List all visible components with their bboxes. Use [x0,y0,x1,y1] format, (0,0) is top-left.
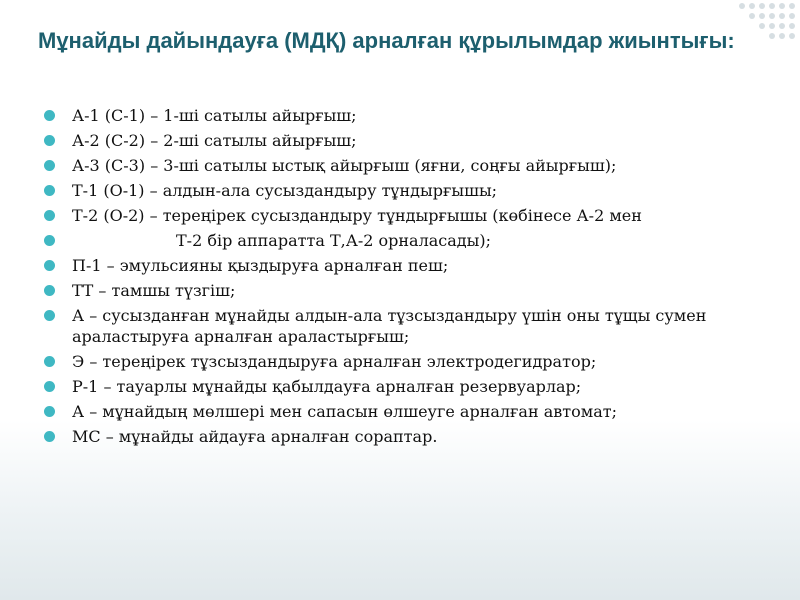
bullet-icon [44,310,55,321]
bullet-icon [44,406,55,417]
list-item-text: А-2 (С-2) – 2-ші сатылы айырғыш; [72,131,357,150]
list-item-text: МС – мұнайды айдауға арналған сораптар. [72,427,438,446]
list-item [44,230,764,251]
list-item [44,155,764,176]
list-item [44,305,764,347]
list-item [44,376,764,397]
list-item-text: А-1 (С-1) – 1-ші сатылы айырғыш; [72,106,357,125]
list-item-text: А – сусызданған мұнайды алдын-ала тұзсыздандыру үшін оны тұщы сумен араластыруға арналған араластырғыш; [72,306,707,346]
list-item-text: Т-1 (О-1) – алдын-ала сусыздандыру тұндырғышы; [72,181,498,200]
list-item-text: Т-2 (О-2) – тереңірек сусыздандыру тұндырғышы (көбінесе А-2 мен [72,206,642,225]
list-item [44,105,764,126]
bullet-list [44,105,764,451]
list-item-text: Э – тереңірек тұзсыздандыруға арналған электродегидратор; [72,352,597,371]
bullet-icon [44,185,55,196]
list-item [44,280,764,301]
list-item-text: Р-1 – тауарлы мұнайды қабылдауға арналған резервуарлар; [72,377,582,396]
list-item [44,401,764,422]
bullet-icon [44,110,55,121]
bullet-icon [44,285,55,296]
list-item [44,180,764,201]
list-item-text: А – мұнайдың мөлшері мен сапасын өлшеуге арналған автомат; [72,402,617,421]
list-item-text: П-1 – эмульсияны қыздыруға арналған пеш; [72,256,449,275]
bullet-icon [44,235,55,246]
bullet-icon [44,260,55,271]
bullet-icon [44,356,55,367]
list-item [44,130,764,151]
bullet-icon [44,160,55,171]
list-item-text: Т-2 бір аппаратта Т,А-2 орналасады); [176,231,491,250]
bullet-icon [44,210,55,221]
bullet-icon [44,381,55,392]
slide-title: Мұнайды дайындауға (МДҚ) арналған құрылымдар жиынтығы: [38,28,735,53]
bullet-icon [44,431,55,442]
bullet-icon [44,135,55,146]
list-item [44,426,764,447]
list-item [44,351,764,372]
list-item [44,205,764,226]
list-item-text: А-3 (С-3) – 3-ші сатылы ыстық айырғыш (яғни, соңғы айырғыш); [72,156,617,175]
list-item [44,255,764,276]
list-item-text: ТТ – тамшы түзгіш; [72,281,236,300]
